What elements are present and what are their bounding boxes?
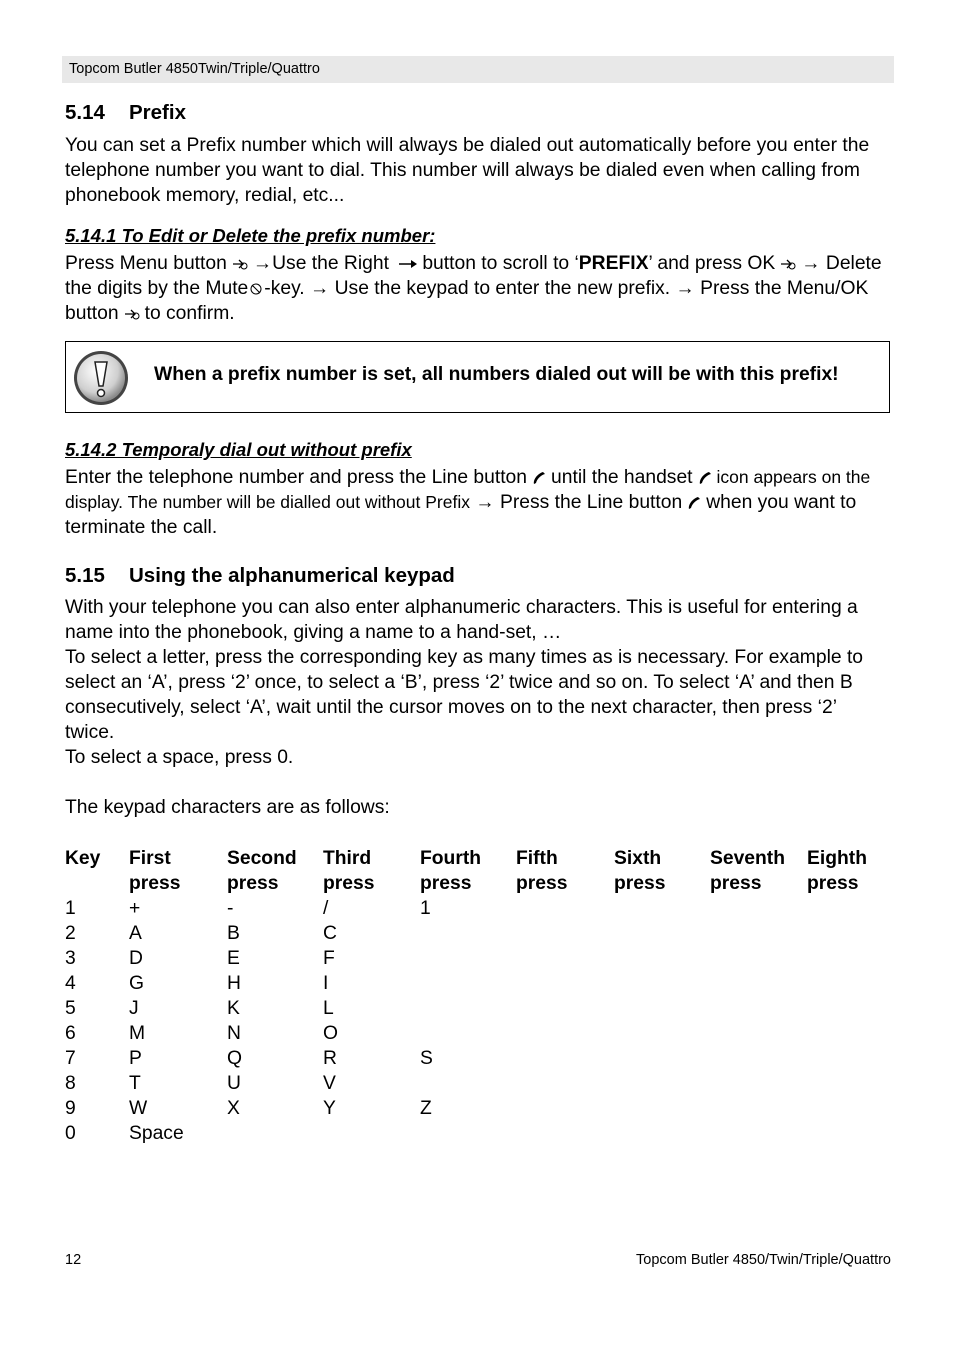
column-header-line: Seventh	[710, 848, 786, 869]
handset-icon	[531, 470, 547, 486]
table-cell: /	[323, 898, 329, 919]
exclamation-icon	[73, 350, 129, 406]
section-number: 5.14	[65, 101, 105, 124]
menu-ok-icon	[123, 307, 141, 321]
table-cell	[614, 1021, 710, 1046]
table-cell	[516, 1046, 614, 1071]
column-header-line: First	[129, 848, 171, 869]
table-cell: Q	[227, 1048, 242, 1069]
column-header	[710, 846, 807, 896]
table-cell: M	[129, 1023, 146, 1044]
page-number: 12	[65, 1252, 82, 1268]
column-header	[614, 846, 710, 896]
table-cell	[710, 1046, 807, 1071]
keypad-characters-table	[65, 846, 897, 1146]
instruction-text: icon appears on the display. The number will be dialled out without Prefix	[65, 467, 871, 512]
handset-icon	[697, 470, 713, 486]
column-header-line	[65, 871, 129, 896]
table-cell: H	[227, 973, 241, 994]
subsection-5-14-1-heading: 5.14.1 To Edit or Delete the prefix number:	[65, 225, 436, 246]
instruction-text: -key. → Use the keypad to enter the new prefix. → Press the Menu/OK button	[65, 278, 869, 324]
table-cell: L	[323, 998, 334, 1019]
table-cell	[614, 896, 710, 921]
table-cell	[710, 1096, 807, 1121]
table-cell	[807, 921, 897, 946]
column-header-line: press	[227, 873, 279, 894]
table-cell: T	[129, 1073, 141, 1094]
table-cell	[710, 1021, 807, 1046]
column-header-line: press	[420, 873, 472, 894]
table-row	[65, 921, 897, 946]
instruction-text: when you want to terminate the call.	[65, 492, 857, 538]
table-cell	[614, 996, 710, 1021]
table-cell	[710, 921, 807, 946]
table-cell	[614, 971, 710, 996]
section-title: Using the alphanumerical keypad	[129, 564, 455, 587]
table-cell	[516, 996, 614, 1021]
table-cell	[614, 1046, 710, 1071]
table-cell	[614, 1096, 710, 1121]
column-header	[807, 846, 897, 896]
table-cell: C	[323, 923, 337, 944]
table-cell: F	[323, 948, 335, 969]
column-header-line: press	[614, 873, 666, 894]
column-header-line: Fourth	[420, 848, 482, 869]
table-row	[65, 1121, 897, 1146]
table-cell: 3	[65, 948, 76, 969]
table-row	[65, 1096, 897, 1121]
table-cell: 7	[65, 1048, 76, 1069]
header-title: Topcom Butler 4850Twin/Triple/Quattro	[69, 61, 320, 77]
menu-ok-icon	[231, 257, 249, 271]
table-row	[65, 946, 897, 971]
table-cell	[710, 971, 807, 996]
table-cell: +	[129, 898, 141, 919]
table-cell: R	[323, 1048, 337, 1069]
table-cell	[807, 1071, 897, 1096]
instruction-text: to confirm.	[144, 303, 235, 324]
column-header-line: Eighth	[807, 848, 867, 869]
instruction-text: → Press the Line button	[475, 492, 683, 513]
table-cell: -	[227, 898, 234, 919]
table-cell	[807, 946, 897, 971]
column-header	[420, 846, 516, 896]
table-cell	[516, 921, 614, 946]
table-cell: Y	[323, 1098, 336, 1119]
table-cell: 4	[65, 973, 76, 994]
table-cell	[710, 946, 807, 971]
prefix-menu-label: PREFIX	[578, 253, 649, 274]
table-cell: G	[129, 973, 144, 994]
table-cell: B	[227, 923, 240, 944]
table-cell	[516, 971, 614, 996]
table-cell	[710, 1121, 807, 1146]
table-cell: 0	[65, 1123, 76, 1144]
table-cell	[710, 896, 807, 921]
column-header-line: Sixth	[614, 848, 662, 869]
table-cell: Space	[129, 1123, 184, 1144]
column-header-line: Second	[227, 848, 297, 869]
table-cell	[807, 1121, 897, 1146]
handset-icon	[686, 495, 702, 511]
instruction-text: Press Menu button	[65, 253, 227, 274]
edit-prefix-instructions	[65, 251, 890, 326]
table-cell: 1	[65, 898, 76, 919]
table-cell: A	[129, 923, 142, 944]
column-header-line: Third	[323, 848, 372, 869]
right-arrow-icon	[398, 259, 418, 269]
instruction-text: ’ and press OK	[648, 253, 776, 274]
column-header-line: Key	[65, 848, 101, 869]
table-cell	[614, 921, 710, 946]
table-cell: V	[323, 1073, 336, 1094]
menu-ok-icon	[779, 257, 797, 271]
column-header-line: press	[323, 873, 375, 894]
table-cell	[420, 946, 516, 971]
section-5-15-heading	[65, 564, 455, 588]
table-cell	[614, 1071, 710, 1096]
table-cell: K	[227, 998, 240, 1019]
temporary-dial-instructions	[65, 465, 890, 540]
table-cell	[420, 1071, 516, 1096]
column-header-line: press	[807, 873, 859, 894]
column-header	[227, 846, 323, 896]
table-cell	[807, 971, 897, 996]
table-cell	[614, 1121, 710, 1146]
column-header-line: press	[516, 873, 568, 894]
table-cell	[807, 896, 897, 921]
instruction-text: Enter the telephone number and press the Line button	[65, 467, 528, 488]
instruction-text: →Use the Right	[252, 253, 389, 274]
section-number: 5.15	[65, 564, 105, 587]
subsection-5-14-2-heading: 5.14.2 Temporaly dial out without prefix	[65, 439, 412, 460]
mute-icon	[249, 282, 263, 296]
table-cell	[227, 1121, 323, 1146]
table-cell: 9	[65, 1098, 76, 1119]
table-cell: S	[420, 1048, 433, 1069]
table-cell	[807, 1021, 897, 1046]
table-row	[65, 1071, 897, 1096]
keypad-space-paragraph: To select a space, press 0.	[65, 747, 294, 768]
table-cell	[323, 1121, 420, 1146]
instruction-text: button to scroll to ‘	[422, 253, 579, 274]
table-cell	[516, 1121, 614, 1146]
table-cell	[516, 946, 614, 971]
table-cell: 5	[65, 998, 76, 1019]
table-cell	[710, 996, 807, 1021]
table-cell: U	[227, 1073, 241, 1094]
table-cell	[420, 1121, 516, 1146]
column-header	[129, 846, 227, 896]
column-header-line: press	[129, 873, 181, 894]
running-header	[62, 56, 894, 83]
footer-title: Topcom Butler 4850/Twin/Triple/Quattro	[636, 1252, 891, 1268]
table-cell: 2	[65, 923, 76, 944]
table-row	[65, 1046, 897, 1071]
table-row	[65, 896, 897, 921]
section-title: Prefix	[129, 101, 186, 124]
prefix-notice-box	[65, 341, 890, 413]
table-cell: D	[129, 948, 143, 969]
table-cell	[516, 1021, 614, 1046]
keypad-intro-paragraph: With your telephone you can also enter alphanumeric characters. This is useful for entering a name into the phonebook, giving a name to a hand-set, …	[65, 597, 858, 643]
table-cell	[807, 1046, 897, 1071]
table-cell	[614, 946, 710, 971]
table-cell: P	[129, 1048, 142, 1069]
column-header-line: Fifth	[516, 848, 558, 869]
table-cell	[516, 1096, 614, 1121]
column-header	[65, 846, 129, 896]
table-cell	[420, 971, 516, 996]
table-cell: 6	[65, 1023, 76, 1044]
instruction-text: → Delete the digits by the Mute	[65, 253, 882, 299]
table-cell: J	[129, 998, 139, 1019]
table-cell	[807, 1096, 897, 1121]
notice-text: When a prefix number is set, all numbers dialed out will be with this prefix!	[154, 364, 839, 385]
table-cell	[516, 896, 614, 921]
table-cell	[420, 996, 516, 1021]
prefix-intro-paragraph: You can set a Prefix number which will always be dialed out automatically before you enter the telephone number you want to dial. This number will always be dialed even when calling from phonebook memory, redial, etc...	[65, 135, 870, 206]
table-cell: E	[227, 948, 240, 969]
table-cell: 1	[420, 898, 431, 919]
table-row	[65, 1021, 897, 1046]
table-cell	[420, 921, 516, 946]
table-cell: Z	[420, 1098, 432, 1119]
column-header-line: press	[710, 873, 762, 894]
column-header	[516, 846, 614, 896]
keypad-letter-paragraph: To select a letter, press the corresponding key as many times as is necessary. For example to select an ‘A’, press ‘2’ once, to select a ‘B’, press ‘2’ twice and so on. To select ‘A’ and then B consecutively, select ‘A’, wait until the cursor moves on to the next character, then press ‘2’ twice.	[65, 647, 864, 743]
table-cell	[710, 1071, 807, 1096]
table-row	[65, 996, 897, 1021]
table-header-row	[65, 846, 897, 896]
table-cell: N	[227, 1023, 241, 1044]
keypad-table-intro: The keypad characters are as follows:	[65, 797, 390, 818]
table-cell: 8	[65, 1073, 76, 1094]
table-cell: I	[323, 973, 329, 994]
table-cell: O	[323, 1023, 338, 1044]
section-5-14-heading	[65, 101, 186, 125]
table-cell: X	[227, 1098, 240, 1119]
table-cell	[420, 1021, 516, 1046]
table-row	[65, 971, 897, 996]
table-cell	[807, 996, 897, 1021]
table-cell: W	[129, 1098, 148, 1119]
instruction-text: until the handset	[551, 467, 693, 488]
table-cell	[516, 1071, 614, 1096]
column-header	[323, 846, 420, 896]
